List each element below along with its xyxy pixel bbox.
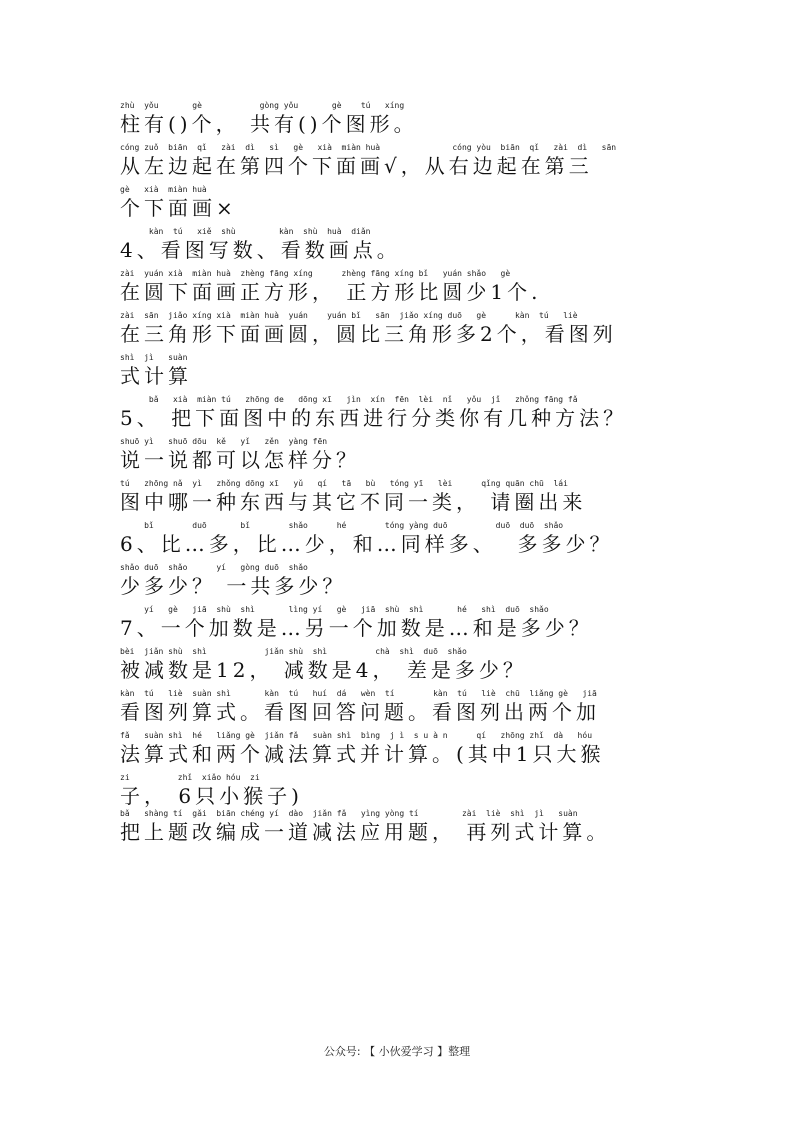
- pinyin-row: shuō yì shuō dōu kě yǐ zěn yàng fēn: [120, 437, 328, 446]
- hanzi-row: 在圆下面画正方形， 正方形比圆少1个.: [120, 280, 542, 304]
- pinyin-row: gè xià miàn huà: [120, 185, 207, 194]
- pinyin-row: zài yuán xià miàn huà zhèng fāng xíng zhèng fāng xíng bǐ yuán shǎo gè: [120, 269, 511, 278]
- page-footer: 公众号: 【 小伙爱学习 】整理: [323, 1045, 471, 1058]
- hanzi-row: 被减数是12， 减数是4， 差是多少？: [120, 658, 527, 682]
- pinyin-row: bǎ xià miàn tú zhōng de dōng xī jìn xín fēn lèi nǐ yǒu jǐ zhǒng fāng fǎ: [120, 395, 578, 404]
- pinyin-row: bǐ duō bǐ shǎo hé tóng yàng duō duō duō shǎo: [120, 521, 564, 530]
- hanzi-row: 5、 把下面图中的东西进行分类你有几种方法？: [120, 406, 628, 430]
- pinyin-row: shì jì suàn: [120, 353, 188, 362]
- pinyin-row: shǎo duō shǎo yí gòng duō shǎo: [120, 563, 308, 572]
- hanzi-row: 4、看图写数、看数画点。: [120, 238, 401, 262]
- hanzi-row: 把上题改编成一道减法应用题， 再列式计算。: [120, 820, 611, 844]
- hanzi-row: 子， 6只小猴子): [120, 784, 303, 808]
- hanzi-row: 6、比…多，比…少，和…同样多、 多多少？: [120, 532, 614, 556]
- hanzi-row: 图中哪一种东西与其它不同一类， 请圈出来: [120, 490, 587, 514]
- pinyin-row: kàn tú liè suàn shì kàn tú huí dá wèn tí kàn tú liè chū liǎng gè jiā: [120, 689, 597, 698]
- hanzi-row: 说一说都可以怎样分？: [120, 448, 360, 472]
- pinyin-row: yí gè jiā shù shì lìng yí gè jiā shù shì hé shì duō shǎo: [120, 605, 549, 614]
- pinyin-row: zhù yǒu gè gòng yǒu gè tú xíng: [120, 101, 405, 110]
- pinyin-row: zài sān jiǎo xíng xià miàn huà yuán yuán bǐ sān jiǎo xíng duō gè kàn tú liè: [120, 311, 578, 320]
- hanzi-row: 看图列算式。看图回答问题。看图列出两个加: [120, 700, 600, 724]
- hanzi-row: 少多少？ 一共多少？: [120, 574, 347, 598]
- pinyin-row: bǎ shàng tí gǎi biān chéng yí dào jiǎn fǎ yìng yòng tí zài liè shì jì suàn: [120, 809, 578, 818]
- pinyin-row: zi zhǐ xiǎo hóu zi: [120, 773, 260, 782]
- pinyin-row: cóng zuǒ biān qǐ zài dì sì gè xià miàn huà cóng yòu biān qǐ zài dì sān: [120, 143, 617, 152]
- pinyin-row: fǎ suàn shì hé liǎng gè jiǎn fǎ suàn shì bìng j ì s u à n qí zhōng zhǐ dà hóu: [120, 731, 593, 740]
- hanzi-row: 7、一个加数是…另一个加数是…和是多少？: [120, 616, 593, 640]
- pinyin-row: bèi jiǎn shù shì jiǎn shù shì chà shì duō shǎo: [120, 647, 467, 656]
- pinyin-row: kàn tú xiě shù kàn shù huà diǎn: [120, 227, 371, 236]
- hanzi-row: 柱有()个， 共有()个图形。: [120, 112, 418, 136]
- hanzi-row: 式计算: [120, 364, 192, 388]
- hanzi-row: 法算式和两个减法算式并计算。(其中1只大猴: [120, 742, 605, 766]
- hanzi-row: 在三角形下面画圆，圆比三角形多2个，看图列: [120, 322, 617, 346]
- hanzi-row: 个下面画×: [120, 196, 237, 220]
- hanzi-row: 从左边起在第四个下面画√，从右边起在第三: [120, 154, 593, 178]
- pinyin-row: tú zhōng nǎ yì zhǒng dōng xī yǔ qí tā bù tóng yī lèi qǐng quān chū lái: [120, 479, 568, 488]
